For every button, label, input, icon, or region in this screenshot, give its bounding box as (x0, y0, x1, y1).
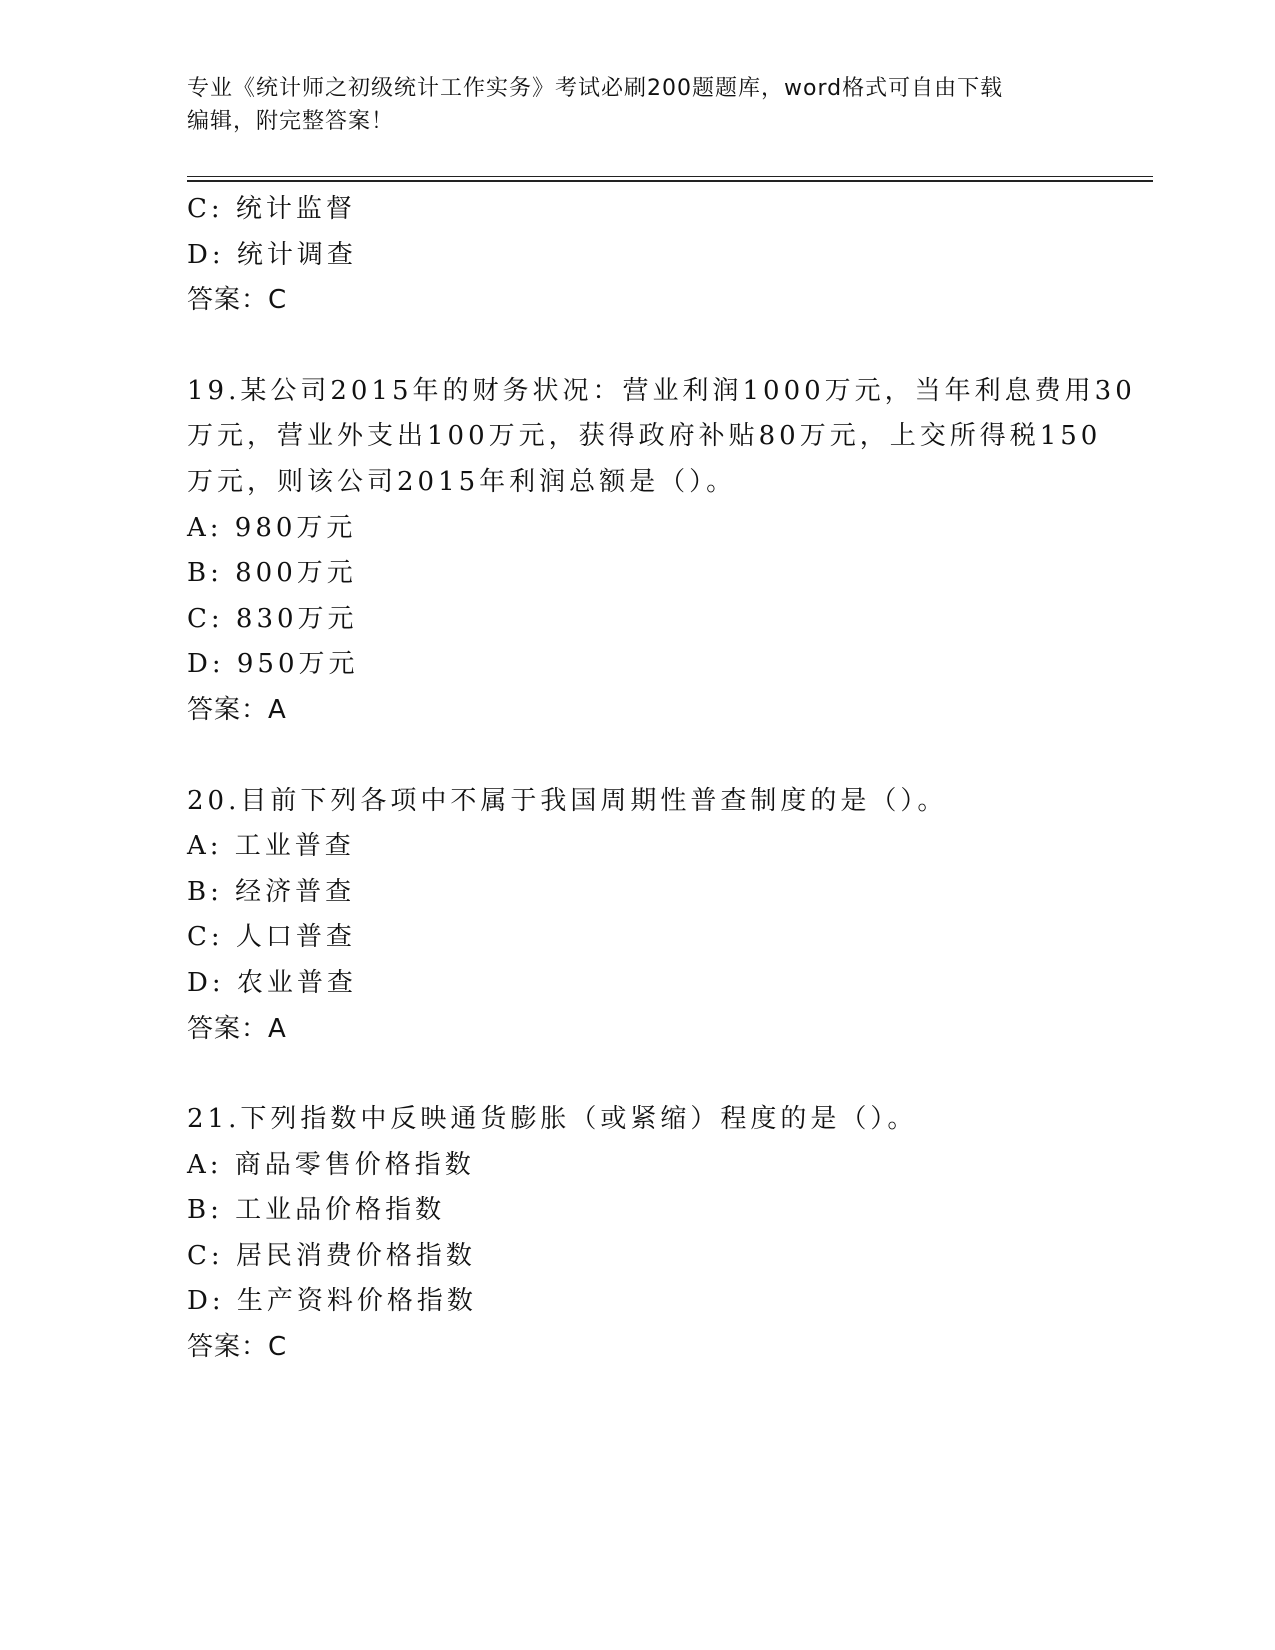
spacer (187, 734, 1107, 779)
question-20 (187, 779, 1107, 1053)
question-21 (187, 1097, 1107, 1371)
question-stem: 19.某公司2015年的财务状况：营业利润1000万元，当年利息费用30 (187, 375, 1136, 406)
option-a: A: 工业普查 (187, 831, 355, 862)
header-line: 编辑，附完整答案！ (187, 109, 395, 134)
option-b: B: 800万元 (187, 558, 357, 589)
question-19 (187, 369, 1136, 734)
answer-line: 答案：A (187, 1013, 287, 1044)
question-stem: 万元，则该公司2015年利润总额是（）。 (187, 466, 737, 497)
answer-line: 答案：A (187, 694, 287, 725)
option-a: A: 商品零售价格指数 (187, 1149, 475, 1180)
document-header (187, 72, 1087, 138)
question-stem: 万元，营业外支出100万元，获得政府补贴80万元，上交所得税150 (187, 421, 1102, 452)
question-stem: 21.下列指数中反映通货膨胀（或紧缩）程度的是（）。 (187, 1104, 918, 1135)
answer-line: 答案：C (187, 1332, 288, 1363)
question-stem: 20.目前下列各项中不属于我国周期性普查制度的是（）。 (187, 785, 948, 816)
spacer (187, 324, 1107, 369)
option-c: C: 人口普查 (187, 922, 356, 953)
option-a: A: 980万元 (187, 512, 357, 543)
option-c: C: 居民消费价格指数 (187, 1240, 476, 1271)
option-b: B: 经济普查 (187, 876, 356, 907)
option-d: D: 统计调查 (187, 239, 357, 270)
option-b: B: 工业品价格指数 (187, 1195, 446, 1226)
header-line: 专业《统计师之初级统计工作实务》考试必刷200题题库，word格式可自由下载 (187, 76, 1004, 101)
option-d: D: 生产资料价格指数 (187, 1286, 477, 1317)
option-c: C: 830万元 (187, 603, 358, 634)
option-d: D: 农业普查 (187, 967, 357, 998)
question-fragment (187, 187, 1107, 324)
question-list (187, 187, 1136, 1371)
answer-line: 答案：C (187, 285, 288, 316)
header-divider (187, 180, 1153, 182)
option-c: C: 统计监督 (187, 194, 356, 224)
header-divider (187, 176, 1153, 177)
spacer (187, 1052, 1107, 1097)
option-d: D: 950万元 (187, 649, 359, 680)
